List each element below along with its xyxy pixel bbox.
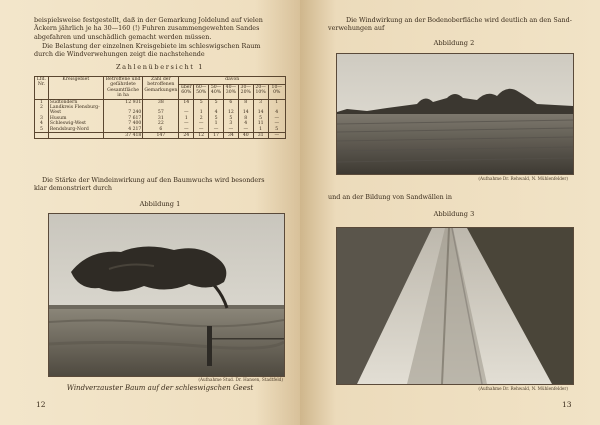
cell-v: 3 [229,121,233,127]
cell-v: 1 [199,110,203,116]
cell-v: 1 [214,121,218,127]
cell-v: 14 [242,110,249,116]
total-v: 34 [223,133,238,139]
cell-v: 5 [214,99,218,105]
table-total-row [35,133,286,139]
text-line: Die Belastung der einzelnen Kreisgebiete im schleswigschen Raum [42,42,261,50]
cell-v: 8 [244,115,248,121]
cell-nr: 2 [39,105,43,111]
text-line: verwehungen auf [328,24,385,33]
cell-v: 4 [244,121,248,127]
photo-sand-field [336,53,574,175]
header-sub: 10—0% [268,84,285,99]
cell-v: 1 [275,99,279,105]
total-v: 40 [238,133,253,139]
cell-v: 5 [229,115,233,121]
total-v: — [268,133,285,139]
photo-wind-tree [48,213,285,377]
photo-wind-tree-image [49,214,284,376]
figure-3-label: Abbildung 3 [433,210,475,218]
photo-3-credit: (Aufnahme Dr. Rehwald, N. Mühlenfelder) [478,386,568,391]
mid-paragraph [34,176,286,193]
total-gem: 147 [143,133,179,139]
cell-v: — [213,126,219,132]
cell-flaeche: 12 931 [125,99,142,105]
header-kreis: Kreisgebiet [48,77,103,100]
table-title: Zahlenübersicht 1 [115,63,205,71]
cell-kreis: Husum [49,115,67,121]
cell-v: 5 [259,115,263,121]
cell-kreis: Südtondern [49,99,78,105]
cell-flaeche: 7 240 [128,110,142,116]
cell-gem: 57 [157,110,164,116]
photo-2-credit: (Aufnahme Dr. Rehwald, N. Mühlenfelder) [478,176,568,181]
cell-v: 3 [259,99,263,105]
intro-paragraph [34,16,286,41]
cell-nr: 1 [39,99,43,105]
figure-1-label: Abbildung 1 [139,200,181,208]
text-line: Die Windwirkung an der Bodenoberfläche wird deutlich an den Sand- [346,16,572,24]
text-line: abgefahren und unschädlich gemacht werden müssen. [34,32,212,41]
photo-1-credit: (Aufnahme Stud. Dr. Hansen, Stadtfeld) [198,377,283,382]
header-sub: 40—30% [223,84,238,99]
cell-flaeche: 7 400 [128,121,142,127]
cell-v: — [184,110,189,116]
cell-nr: 3 [39,115,43,121]
cell-v: — [274,121,280,127]
figure-2-label: Abbildung 2 [433,39,475,47]
right-intro-paragraph [328,16,580,33]
text-line: beispielsweise festgestellt, daß in der Gemarkung Joldelund auf vielen [34,16,263,24]
header-sub: über 60% [179,84,194,99]
total-v: 17 [209,133,224,139]
cell-flaeche: 7 617 [128,115,142,121]
cell-v: — [198,121,204,127]
photo-sand-walls [336,227,574,385]
cell-v: 1 [184,115,188,121]
cell-v: 8 [244,99,248,105]
cell-v: — [243,126,249,132]
header-davon: davon [179,77,286,85]
photo-sand-field-image [337,54,573,174]
header-sub: 50—40% [209,84,224,99]
right-mid-paragraph [328,193,580,201]
total-flaeche: 37 418 [103,133,143,139]
header-sub: 20—10% [253,84,268,99]
cell-v: 11 [257,121,264,127]
cell-v: — [184,126,189,132]
header-sub: 30—20% [238,84,253,99]
cell-v: 4 [214,110,218,116]
cell-v: 6 [229,99,233,105]
total-v: 24 [179,133,194,139]
text-line: Die Stärke der Windeinwirkung auf den Baumwuchs wird besonders [42,176,265,184]
header-gemarkungen: Zahl der betroffenen Gemarkungen [143,77,179,100]
cell-v: 14 [183,99,190,105]
right-page [300,0,600,425]
text-line: und an der Bildung von Sandwällen in [328,193,452,201]
cell-v: 4 [275,110,279,116]
header-sub: 60—50% [194,84,209,99]
cell-kreis: Schleswig-West [49,121,86,127]
cell-gem: 6 [159,126,163,132]
cell-flaeche: 4 217 [128,126,142,132]
photo-sand-walls-image [337,228,573,384]
total-v: 31 [253,133,268,139]
text-line: Äckern jährlich je ha 30—160 (!) Fuhren zusammengewehten Sandes [34,24,260,33]
cell-nr: 5 [39,126,43,132]
cell-v: 5 [199,99,203,105]
cell-gem: 22 [157,121,164,127]
cell-kreis: Rendsburg-Nord [49,126,89,132]
data-table [34,76,286,139]
cell-v: — [184,121,189,127]
text-line: klar demonstriert durch [34,184,113,193]
page-number-right: 13 [562,400,572,409]
cell-v: 5 [214,115,218,121]
header-flaeche: Betroffene und gefährdete Gesamtfläche in ha [103,77,143,100]
cell-v: — [228,126,234,132]
figure-1-caption: Windverzauster Baum auf der schleswigschen Geest [66,384,254,392]
page-number-left: 12 [36,400,46,409]
cell-v: 12 [227,110,234,116]
cell-nr: 4 [39,121,43,127]
cell-gem: 38 [157,99,164,105]
cell-v: 2 [199,115,203,121]
intro-paragraph-2 [34,42,286,59]
cell-v: 5 [275,126,279,132]
table-row [35,99,286,132]
cell-v: — [274,115,280,121]
header-nr: Lfd. Nr. [35,77,49,100]
total-v: 12 [194,133,209,139]
cell-gem: 31 [157,115,164,121]
cell-kreis: Landkreis Flensburg-West [49,105,100,116]
cell-v: 1 [259,126,263,132]
cell-v: 14 [257,110,264,116]
text-line: durch die Windverwehungen zeigt die nachstehende [34,50,205,59]
cell-v: — [198,126,204,132]
